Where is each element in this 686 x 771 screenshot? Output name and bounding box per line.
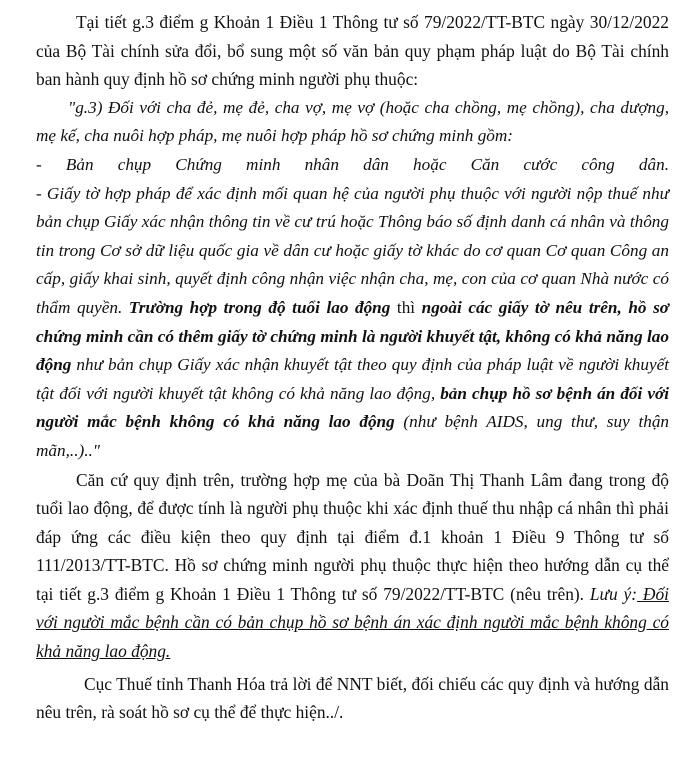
quote-text-part1: - Giấy tờ hợp pháp để xác định mối quan hệ của người phụ thuộc với người nộp thuế như bản chụp Giấy xác nhận thông tin về cư trú hoặc Thông báo số định danh cá nhân và thông tin trong Cơ sở dữ liệu quốc gia về dân cư hoặc giấy tờ khác do cơ quan Cơ quan Công an cấp, giấy khai sinh, quyết định công nhận việc nhận cha, mẹ, con của cơ quan Nhà nước có thẩm quyền. bbox=[36, 183, 669, 317]
closing-paragraph: Cục Thuế tỉnh Thanh Hóa trả lời để NNT biết, đối chiếu các quy định và hướng dẫn nêu trên, rà soát hồ sơ cụ thể để thực hiện../. bbox=[36, 673, 669, 723]
quote-text-tail: (như bệnh AIDS, ung thư, suy thận mãn,..).." bbox=[36, 412, 670, 460]
note-label: Lưu ý: bbox=[589, 583, 638, 604]
quote-text-mid2: như bản chụp Giấy xác nhận khuyết tật theo quy định của pháp luật về người khuyết tật đối với người khuyết tật không có khả năng lao động, bbox=[36, 355, 669, 403]
note-text: Đối với người mắc bệnh cần có bản chụp hồ sơ bệnh án xác định người mắc bệnh không có khả năng lao động. bbox=[36, 583, 669, 662]
quote-line-2: - Bản chụp Chứng minh nhân dân hoặc Căn cước công dân. bbox=[36, 154, 669, 174]
conclusion-text: Căn cứ quy định trên, trường hợp mẹ của bà Doãn Thị Thanh Lâm đang trong độ tuổi lao động, để được tính là người phụ thuộc khi xác định thuế thu nhập cá nhân thì phải đáp ứng các điều kiện theo quy định tại điểm đ.1 khoản 1 Điều 9 Thông tư số 111/2013/TT-BTC. Hồ sơ chứng minh người phụ thuộc thực hiện theo hướng dẫn cụ thể tại tiết g.3 điểm g Khoản 1 Điều 1 Thông tư số 79/2022/TT-BTC (nêu trên). bbox=[36, 469, 669, 604]
quote-text-mid1: thì bbox=[390, 297, 422, 317]
quote-line-1: "g.3) Đối với cha đẻ, mẹ đẻ, cha vợ, mẹ vợ (hoặc cha chồng, mẹ chồng), cha dượng, mẹ kế, cha nuôi hợp pháp, mẹ nuôi hợp pháp hồ sơ chứng minh gồm: bbox=[36, 97, 669, 146]
intro-paragraph: Tại tiết g.3 điểm g Khoản 1 Điều 1 Thông tư số 79/2022/TT-BTC ngày 30/12/2022 của Bộ Tài chính sửa đổi, bổ sung một số văn bản quy phạm pháp luật do Bộ Tài chính ban hành quy định hồ sơ chứng minh người phụ thuộc: bbox=[36, 12, 669, 90]
quoted-regulation bbox=[36, 94, 669, 466]
document-body bbox=[36, 8, 669, 727]
quote-bold-2: ngoài các giấy tờ nêu trên, hồ sơ chứng minh cần có thêm giấy tờ chứng minh là người khuyết tật, không có khả năng lao động bbox=[36, 297, 669, 375]
quote-bold-1: Trường hợp trong độ tuổi lao động bbox=[128, 297, 391, 317]
conclusion-paragraph bbox=[36, 466, 669, 666]
quote-bold-3: bản chụp hồ sơ bệnh án đối với người mắc bệnh không có khả năng lao động bbox=[36, 383, 669, 432]
quote-line-3 bbox=[36, 180, 669, 466]
